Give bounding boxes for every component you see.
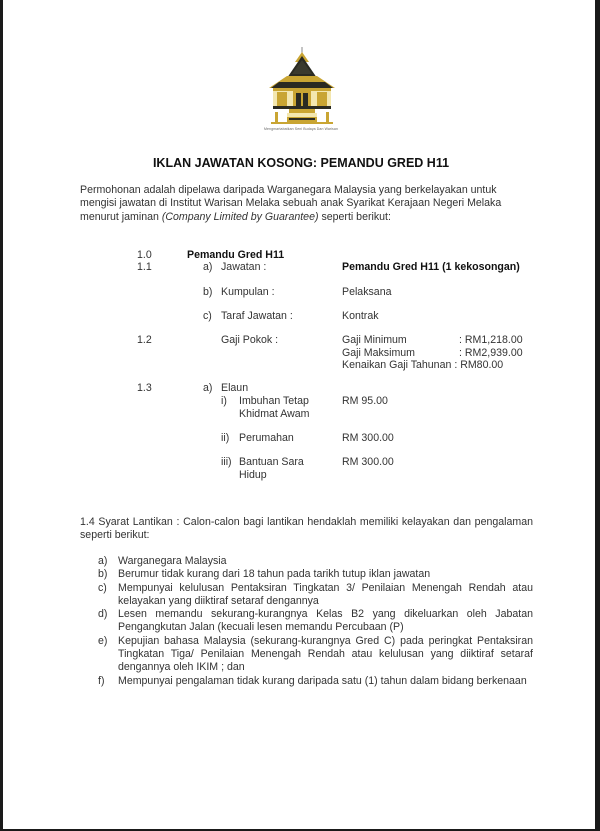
item-marker: a) [203, 382, 213, 394]
field-value-taraf: Kontrak [342, 310, 379, 322]
salary-value: : RM2,939.00 [459, 346, 523, 359]
allowance-label [239, 456, 304, 481]
salary-table [342, 334, 523, 372]
salary-label: Gaji Minimum [342, 334, 407, 346]
section-number: 1.2 [137, 334, 152, 346]
salary-row [342, 347, 523, 360]
list-text: Kepujian bahasa Malaysia (sekurang-kurangnya Gred C) pada peringkat Pentaksiran Tingkatan Tiga/ Penilaian Menengah Rendah atau kelulusan yang diiktiraf setaraf dengannya oleh IKIM ; dan [118, 634, 533, 674]
section-number: 1.1 [137, 261, 152, 273]
allowance-value: RM 300.00 [342, 432, 394, 444]
field-label-jawatan: Jawatan : [221, 261, 267, 273]
list-text: Mempunyai pengalaman tidak kurang daripada satu (1) tahun dalam bidang berkenaan [118, 674, 527, 687]
allowance-label-line: Hidup [239, 468, 267, 481]
field-label-gaji-pokok: Gaji Pokok : [221, 334, 279, 346]
intro-text: Permohonan adalah dipelawa daripada Warganegara Malaysia yang berkelayakan untuk mengisi jawatan di Institut Warisan Melaka sebuah anak Syarikat Kerajaan Negeri Melaka menurut jaminan [80, 184, 502, 223]
allowance-marker: iii) [221, 456, 232, 468]
list-item [98, 555, 533, 568]
intro-text-end: seperti berikut: [318, 210, 391, 223]
list-text: Lesen memandu sekurang-kurangnya Kelas B2 yang dikeluarkan oleh Jabatan Pengangkutan Jalan (kecuali lesen memandu Percubaan (P) [118, 608, 533, 634]
logo-caption: Mengmartabatkan Seni Budaya Dan Warisan [263, 127, 338, 131]
section-number: 1.0 [137, 249, 152, 261]
list-marker: e) [98, 634, 108, 647]
requirements-intro: 1.4 Syarat Lantikan : Calon-calon bagi lantikan hendaklah memiliki kelayakan dan pengalaman seperti berikut: [80, 516, 533, 542]
requirements-list [98, 555, 533, 688]
list-text: Berumur tidak kurang dari 18 tahun pada tarikh tutup iklan jawatan [118, 568, 431, 581]
salary-row [342, 334, 523, 347]
allowance-label: Perumahan [239, 432, 294, 444]
document-page [3, 0, 595, 829]
list-text: Mempunyai kelulusan Pentaksiran Tingkatan 3/ Penilaian Menengah Rendah atau kelayakan yang diiktiraf setaraf dengannya [118, 581, 533, 607]
field-label-taraf: Taraf Jawatan : [221, 310, 293, 322]
allowance-marker: i) [221, 395, 227, 407]
item-marker: b) [203, 286, 213, 298]
list-item [98, 635, 533, 675]
field-value-kumpulan: Pelaksana [342, 286, 392, 298]
intro-paragraph [80, 184, 535, 224]
page-title: IKLAN JAWATAN KOSONG: PEMANDU GRED H11 [152, 156, 450, 170]
allowance-heading: Elaun [221, 382, 249, 394]
allowance-label-line: Imbuhan Tetap [239, 395, 309, 407]
salary-label: Kenaikan Gaji Tahunan [342, 359, 452, 371]
list-marker: f) [98, 674, 105, 687]
item-marker: c) [203, 310, 212, 322]
list-marker: d) [98, 608, 108, 621]
allowance-label [239, 395, 309, 420]
list-item [98, 608, 533, 635]
section-heading: Pemandu Gred H11 [187, 249, 285, 261]
intro-italic: (Company Limited by Guarantee) [161, 210, 319, 223]
field-label-kumpulan: Kumpulan : [221, 286, 275, 298]
salary-row [342, 359, 523, 372]
field-value-jawatan: Pemandu Gred H11 (1 kekosongan) [342, 261, 520, 273]
salary-value: : RM80.00 [454, 359, 504, 371]
allowance-marker: ii) [221, 432, 230, 444]
item-marker: a) [203, 261, 213, 273]
list-marker: c) [98, 581, 107, 594]
list-marker: b) [98, 568, 108, 581]
salary-value: : RM1,218.00 [459, 334, 523, 346]
list-marker: a) [98, 555, 108, 567]
section-number: 1.3 [137, 382, 152, 394]
traditional-malay-house-logo-icon [265, 46, 339, 126]
allowance-value: RM 300.00 [342, 456, 394, 468]
list-item [98, 568, 533, 581]
allowance-label-line: Khidmat Awam [239, 407, 310, 420]
allowance-value: RM 95.00 [342, 395, 388, 407]
salary-label: Gaji Maksimum [342, 346, 415, 359]
list-item [98, 675, 533, 688]
list-text: Warganegara Malaysia [118, 555, 227, 567]
list-item [98, 582, 533, 609]
allowance-label-line: Bantuan Sara [239, 456, 304, 468]
